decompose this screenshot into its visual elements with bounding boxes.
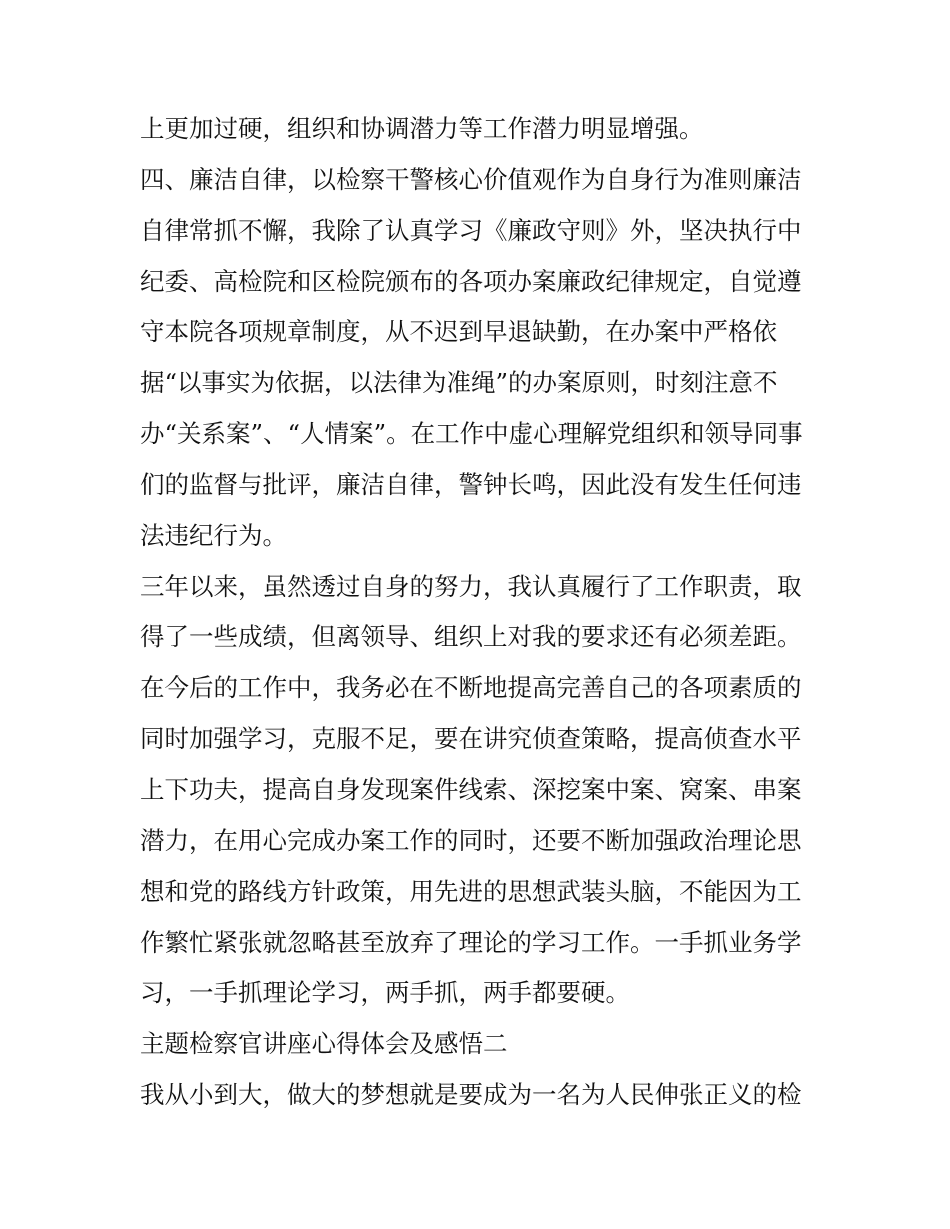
text-line: 守本院各项规章制度，从不迟到早退缺勤，在办案中严格依 [140,317,777,347]
text-line: 同时加强学习，克服不足，要在讲究侦查策略，提高侦查水平 [140,724,802,754]
text-line: 潜力，在用心完成办案工作的同时，还要不断加强政治理论思 [140,825,802,855]
text-line: 得了一些成绩，但离领导、组织上对我的要求还有必须差距。 [140,622,802,652]
text-line: 四、廉洁自律，以检察干警核心价值观作为自身行为准则廉洁 [140,164,802,194]
text-line: 想和党的路线方针政策，用先进的思想武装头脑，不能因为工 [140,876,802,906]
text-line: 们的监督与批评，廉洁自律，警钟长鸣，因此没有发生任何违 [140,469,802,499]
section-heading: 主题检察官讲座心得体会及感悟二 [140,1029,508,1059]
text-line: 纪委、高检院和区检院颁布的各项办案廉政纪律规定，自觉遵 [140,266,802,296]
text-line: 三年以来，虽然透过自身的努力，我认真履行了工作职责，取 [140,571,802,601]
document-body [140,104,820,1121]
text-line: 习，一手抓理论学习，两手抓，两手都要硬。 [140,978,630,1008]
text-line: 自律常抓不懈，我除了认真学习《廉政守则》外，坚决执行中 [140,215,802,245]
text-line: 据“以事实为依据，以法律为准绳”的办案原则，时刻注意不 [140,368,778,398]
text-line: 作繁忙紧张就忽略甚至放弃了理论的学习工作。一手抓业务学 [140,927,802,957]
text-line: 在今后的工作中，我务必在不断地提高完善自己的各项素质的 [140,673,802,703]
text-line: 办“关系案”、“人情案”。在工作中虚心理解党组织和领导同事 [140,419,803,449]
text-line: 我从小到大，做大的梦想就是要成为一名为人民伸张正义的检 [140,1080,802,1110]
text-line: 上下功夫，提高自身发现案件线索、深挖案中案、窝案、串案 [140,774,802,804]
text-line: 上更加过硬，组织和协调潜力等工作潜力明显增强。 [140,114,704,143]
text-line: 法违纪行为。 [140,520,287,550]
